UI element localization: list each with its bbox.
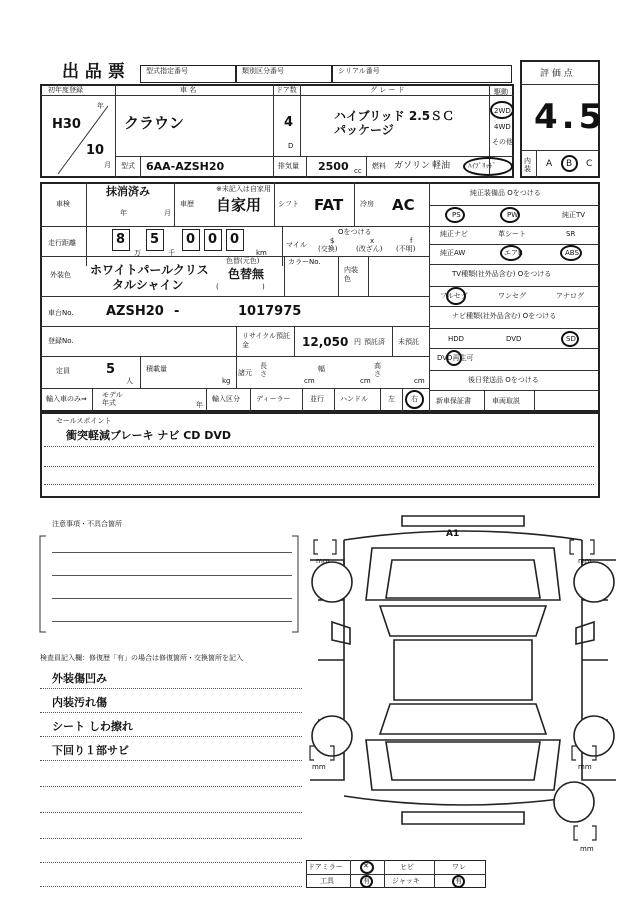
dims-height-cm: cm	[414, 377, 425, 385]
equip-leather: 革シート	[498, 230, 526, 238]
after-title: 後日発送品 Oをつける	[468, 376, 539, 384]
mileage-km: km	[256, 249, 267, 257]
import-dealer: ディーラー	[256, 395, 291, 403]
dims-width-cm: cm	[360, 377, 371, 385]
inspection-value: 抹消済み	[106, 185, 150, 198]
drive-label: 駆動	[494, 88, 508, 96]
navi-dvd: DVD	[506, 335, 522, 343]
handle-left: 左	[388, 395, 395, 403]
bottom-tools: 工具	[320, 877, 334, 885]
regno-label: 登録No.	[48, 337, 74, 345]
shift-label: シフト	[278, 200, 299, 208]
mileage-note: Oをつける	[338, 228, 372, 236]
class-label: 類別区分番号	[242, 67, 284, 75]
doors-value: 4	[284, 115, 294, 130]
tv-oneseg: ワンセグ	[498, 292, 526, 300]
equip-aw: 純正AW	[440, 249, 466, 257]
note-line3: シート しわ擦れ	[52, 720, 133, 733]
load-label: 積載量	[146, 365, 167, 373]
chassis-prefix: AZSH20	[106, 304, 164, 319]
drive-2wd: 2WD	[494, 107, 511, 115]
mileage-mile: マイル	[286, 241, 307, 249]
bottom-jack: ジャッキ	[392, 877, 420, 885]
import-kubun: 輸入区分	[212, 395, 240, 403]
import-year-unit: 年	[196, 401, 203, 409]
handle-label: ハンドル	[340, 395, 368, 403]
grade-label: グ レ ー ド	[370, 86, 405, 94]
inspection-month-unit: 月	[164, 209, 171, 217]
color-line2: タルシャイン	[112, 278, 184, 292]
equip-title: 純正装備品 Oをつける	[470, 189, 541, 197]
inspection-year-unit: 年	[120, 209, 127, 217]
recycle-paid: 預託済	[364, 338, 385, 346]
mm-front-left: mm	[316, 557, 330, 565]
chassis-dash: -	[174, 304, 180, 319]
disp-unit: cc	[354, 167, 362, 175]
recycle-value: 12,050	[302, 335, 349, 349]
color-change-label: 色替(元色)	[226, 257, 260, 265]
shift-value: FAT	[314, 196, 344, 214]
mileage-sen: 千	[168, 249, 175, 257]
mileage-s2: x	[370, 237, 375, 245]
type-cert-label: 型式指定番号	[146, 67, 188, 75]
mileage-d2: 5	[150, 232, 160, 247]
bottom-tools-circle	[360, 875, 373, 888]
history-note: ※未記入は自家用	[216, 185, 271, 193]
mileage-man: 万	[134, 249, 141, 257]
tv-analog: アナログ	[556, 292, 584, 300]
doors-unit: D	[288, 142, 294, 150]
fuel-label: 燃料	[372, 162, 386, 170]
disp-value: 2500	[318, 160, 349, 173]
capacity-value: 5	[106, 362, 116, 377]
mileage-mod: (改ざん)	[356, 245, 383, 253]
reg-label: 初年度登録	[48, 86, 83, 94]
mileage-label: 走行距離	[48, 239, 76, 247]
interior-label: 内装	[524, 157, 531, 173]
navi-hdd: HDD	[448, 335, 465, 343]
bottom-crack: ワレ	[452, 863, 466, 871]
car-name: クラウン	[124, 114, 185, 132]
color-change: 色替無	[228, 267, 265, 281]
load-unit: kg	[222, 377, 231, 385]
serial-label: シリアル番号	[338, 67, 380, 75]
tv-fullseg: フルセグ	[440, 292, 468, 300]
equip-navi: 純正ナビ	[440, 230, 468, 238]
navi-title: ナビ種類(社外品含む) Oをつける	[452, 312, 557, 320]
grade-line2: パッケージ	[334, 123, 394, 137]
note-line4: 下回り１部サビ	[52, 744, 129, 757]
bottom-jack-circle	[452, 875, 465, 888]
caution-label: 注意事項・不具合箇所	[52, 520, 122, 528]
history-label: 車歴	[180, 200, 194, 208]
after-warranty: 新車保証書	[436, 397, 471, 405]
bottom-mirror: ドアミラー	[308, 863, 343, 871]
bottom-scratch: ヒビ	[400, 863, 414, 871]
capacity-label: 定員	[56, 367, 70, 375]
sales-label: セールスポイント	[56, 417, 112, 425]
model-label: 型式	[121, 162, 135, 170]
color-no-label: カラーNo.	[288, 258, 321, 266]
dims-length: 長さ	[260, 362, 267, 378]
equip-sr: SR	[566, 230, 576, 238]
tv-title: TV種類(社外品含む) Oをつける	[452, 270, 552, 278]
after-manual: 車両取説	[492, 397, 520, 405]
dvd-play: DVD再生可	[437, 354, 474, 362]
bottom-tools-has: 有	[363, 877, 370, 885]
bottom-mirror-circle	[360, 861, 374, 874]
bottom-jack-has: 有	[455, 877, 462, 885]
disp-label: 排気量	[278, 162, 299, 170]
interior-a: A	[546, 159, 553, 169]
mileage-exch: (交換)	[318, 245, 338, 253]
recycle-unpaid: 未預託	[398, 338, 419, 346]
ac-value: AC	[392, 196, 415, 214]
bottom-mirror-mark: ✕	[363, 862, 369, 870]
color-line1: ホワイトパールクリス	[90, 263, 209, 277]
interior-c: C	[586, 159, 593, 169]
import-parallel: 並行	[310, 395, 324, 403]
reg-era: H30	[52, 117, 81, 132]
diagram-a1: A1	[446, 529, 460, 539]
chassis-number: 1017975	[238, 304, 302, 319]
equip-abs: ABS	[565, 249, 579, 257]
sales-text: 衝突軽減ブレーキ ナビ CD DVD	[66, 429, 232, 442]
drive-other: その他	[492, 138, 513, 146]
equip-ps: PS	[452, 211, 461, 219]
fuel-hybrid: ﾊｲﾌﾞﾘｯﾄﾞ	[468, 162, 496, 170]
dims-height: 高さ	[374, 362, 381, 378]
mileage-unknown: (不明)	[396, 245, 416, 253]
dims-label: 諸元	[238, 369, 252, 377]
model-value: 6AA-AZSH20	[146, 160, 225, 173]
equip-tv: 純正TV	[562, 211, 586, 219]
recycle-unit: 円	[354, 338, 361, 346]
mileage-s1: $	[330, 237, 335, 245]
grade-line1: ハイブリッド 2.5ＳＣ	[334, 109, 455, 123]
color-paren-open: (	[216, 283, 219, 291]
equip-pw: PW	[507, 211, 519, 219]
car-name-label: 車 名	[180, 86, 197, 94]
int-color-label: 内装色	[344, 266, 358, 283]
mileage-d4: 0	[208, 232, 218, 247]
reg-year-unit: 年	[97, 102, 104, 110]
fuel-gas: ガソリン	[394, 161, 431, 171]
interior-b: B	[566, 159, 573, 169]
mileage-d3: 0	[186, 232, 196, 247]
reg-month: 10	[86, 143, 105, 158]
mm-spare: mm	[580, 845, 594, 853]
equip-airbag: エアB	[504, 249, 523, 257]
capacity-unit: 人	[126, 377, 133, 385]
handle-right: 右	[411, 395, 418, 403]
chassis-label: 車台No.	[48, 309, 74, 317]
dims-length-cm: cm	[304, 377, 315, 385]
import-label: 輸入車のみ⇒	[46, 395, 87, 403]
ac-label: 冷房	[360, 200, 374, 208]
fuel-diesel: 軽油	[432, 161, 451, 171]
mm-rear-left: mm	[312, 763, 326, 771]
score-label: 評 価 点	[540, 69, 573, 79]
inspector-label: 検査員記入欄：修復歴「有」の場合は修復箇所・交換箇所を記入	[40, 654, 243, 662]
score-value: 4.5	[534, 97, 607, 137]
color-label: 外装色	[50, 271, 71, 279]
sheet-title: 出 品 票	[62, 62, 125, 82]
recycle-label: リサイクル預託金	[242, 332, 291, 349]
mm-rear-right: mm	[578, 763, 592, 771]
drive-4wd: 4WD	[494, 123, 511, 131]
mm-front-right: mm	[578, 557, 592, 565]
navi-sd: SD	[566, 335, 576, 343]
mileage-d5: 0	[230, 232, 240, 247]
note-line2: 内装汚れ傷	[52, 696, 107, 709]
color-paren-close: )	[262, 283, 265, 291]
model-year-label: モデル年式	[102, 391, 123, 407]
mileage-s3: f	[410, 237, 413, 245]
inspection-label: 車検	[56, 200, 70, 208]
mileage-d1: 8	[116, 232, 126, 247]
dims-width: 幅	[318, 365, 325, 373]
history-value: 自家用	[216, 196, 262, 214]
note-line1: 外装傷凹み	[52, 672, 107, 685]
reg-month-unit: 月	[104, 161, 111, 169]
doors-label: ドア数	[276, 86, 297, 94]
